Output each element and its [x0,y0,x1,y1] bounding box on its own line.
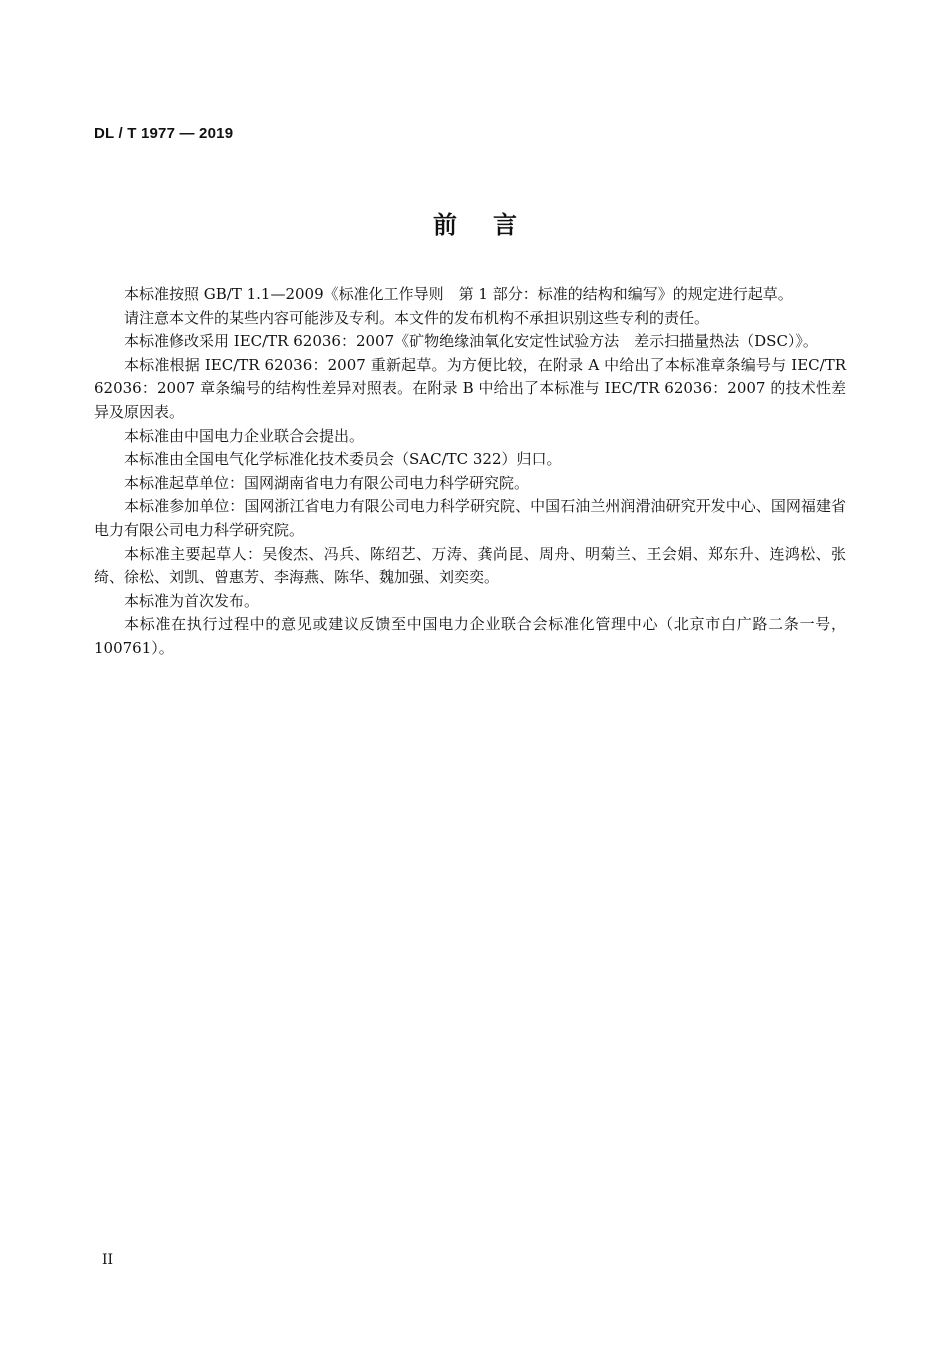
paragraph-patent-notice: 请注意本文件的某些内容可能涉及专利。本文件的发布机构不承担识别这些专利的责任。 [124,308,710,327]
standard-number: DL / T 1977 — 2019 [94,125,234,142]
paragraph-drafting-rules: 本标准按照 GB/T 1.1—2009《标准化工作导则 第 1 部分：标准的结构和编写》的规定进行起草。 [124,285,793,303]
paragraph-participating-units: 本标准参加单位：国网浙江省电力有限公司电力科学研究院、中国石油兰州润滑油研究开发中心、国网福建省电力有限公司电力科学研究院。 [94,497,846,539]
foreword-body [94,283,846,661]
paragraph-drafting-unit: 本标准起草单位：国网湖南省电力有限公司电力科学研究院。 [124,473,530,492]
page-number: II [102,1252,114,1268]
paragraph-first-release: 本标准为首次发布。 [124,591,260,610]
paragraph-drafters: 本标准主要起草人：吴俊杰、冯兵、陈绍艺、万涛、龚尚昆、周舟、明菊兰、王会娟、郑东升、连鸿松、张绮、徐松、刘凯、曾惠芳、李海燕、陈华、魏加强、刘奕奕。 [94,544,846,587]
paragraph-committee: 本标准由全国电气化学标准化技术委员会（SAC/TC 322）归口。 [124,450,562,469]
paragraph-proposer: 本标准由中国电力企业联合会提出。 [124,426,365,445]
page-title: 前言 [433,210,553,239]
paragraph-feedback: 本标准在执行过程中的意见或建议反馈至中国电力企业联合会标准化管理中心（北京市白广路二条一号，100761）。 [94,615,846,657]
paragraph-adoption: 本标准修改采用 IEC/TR 62036：2007《矿物绝缘油氧化安定性试验方法 差示扫描量热法（DSC）》。 [124,332,818,351]
paragraph-redrafting: 本标准根据 IEC/TR 62036：2007 重新起草。为方便比较，在附录 A 中给出了本标准章条编号与 IEC/TR 62036：2007 章条编号的结构性差异对照表。在附录 B 中给出了本标准与 IEC/TR 62036：2007 的技术性差异及原因表。 [94,355,846,421]
